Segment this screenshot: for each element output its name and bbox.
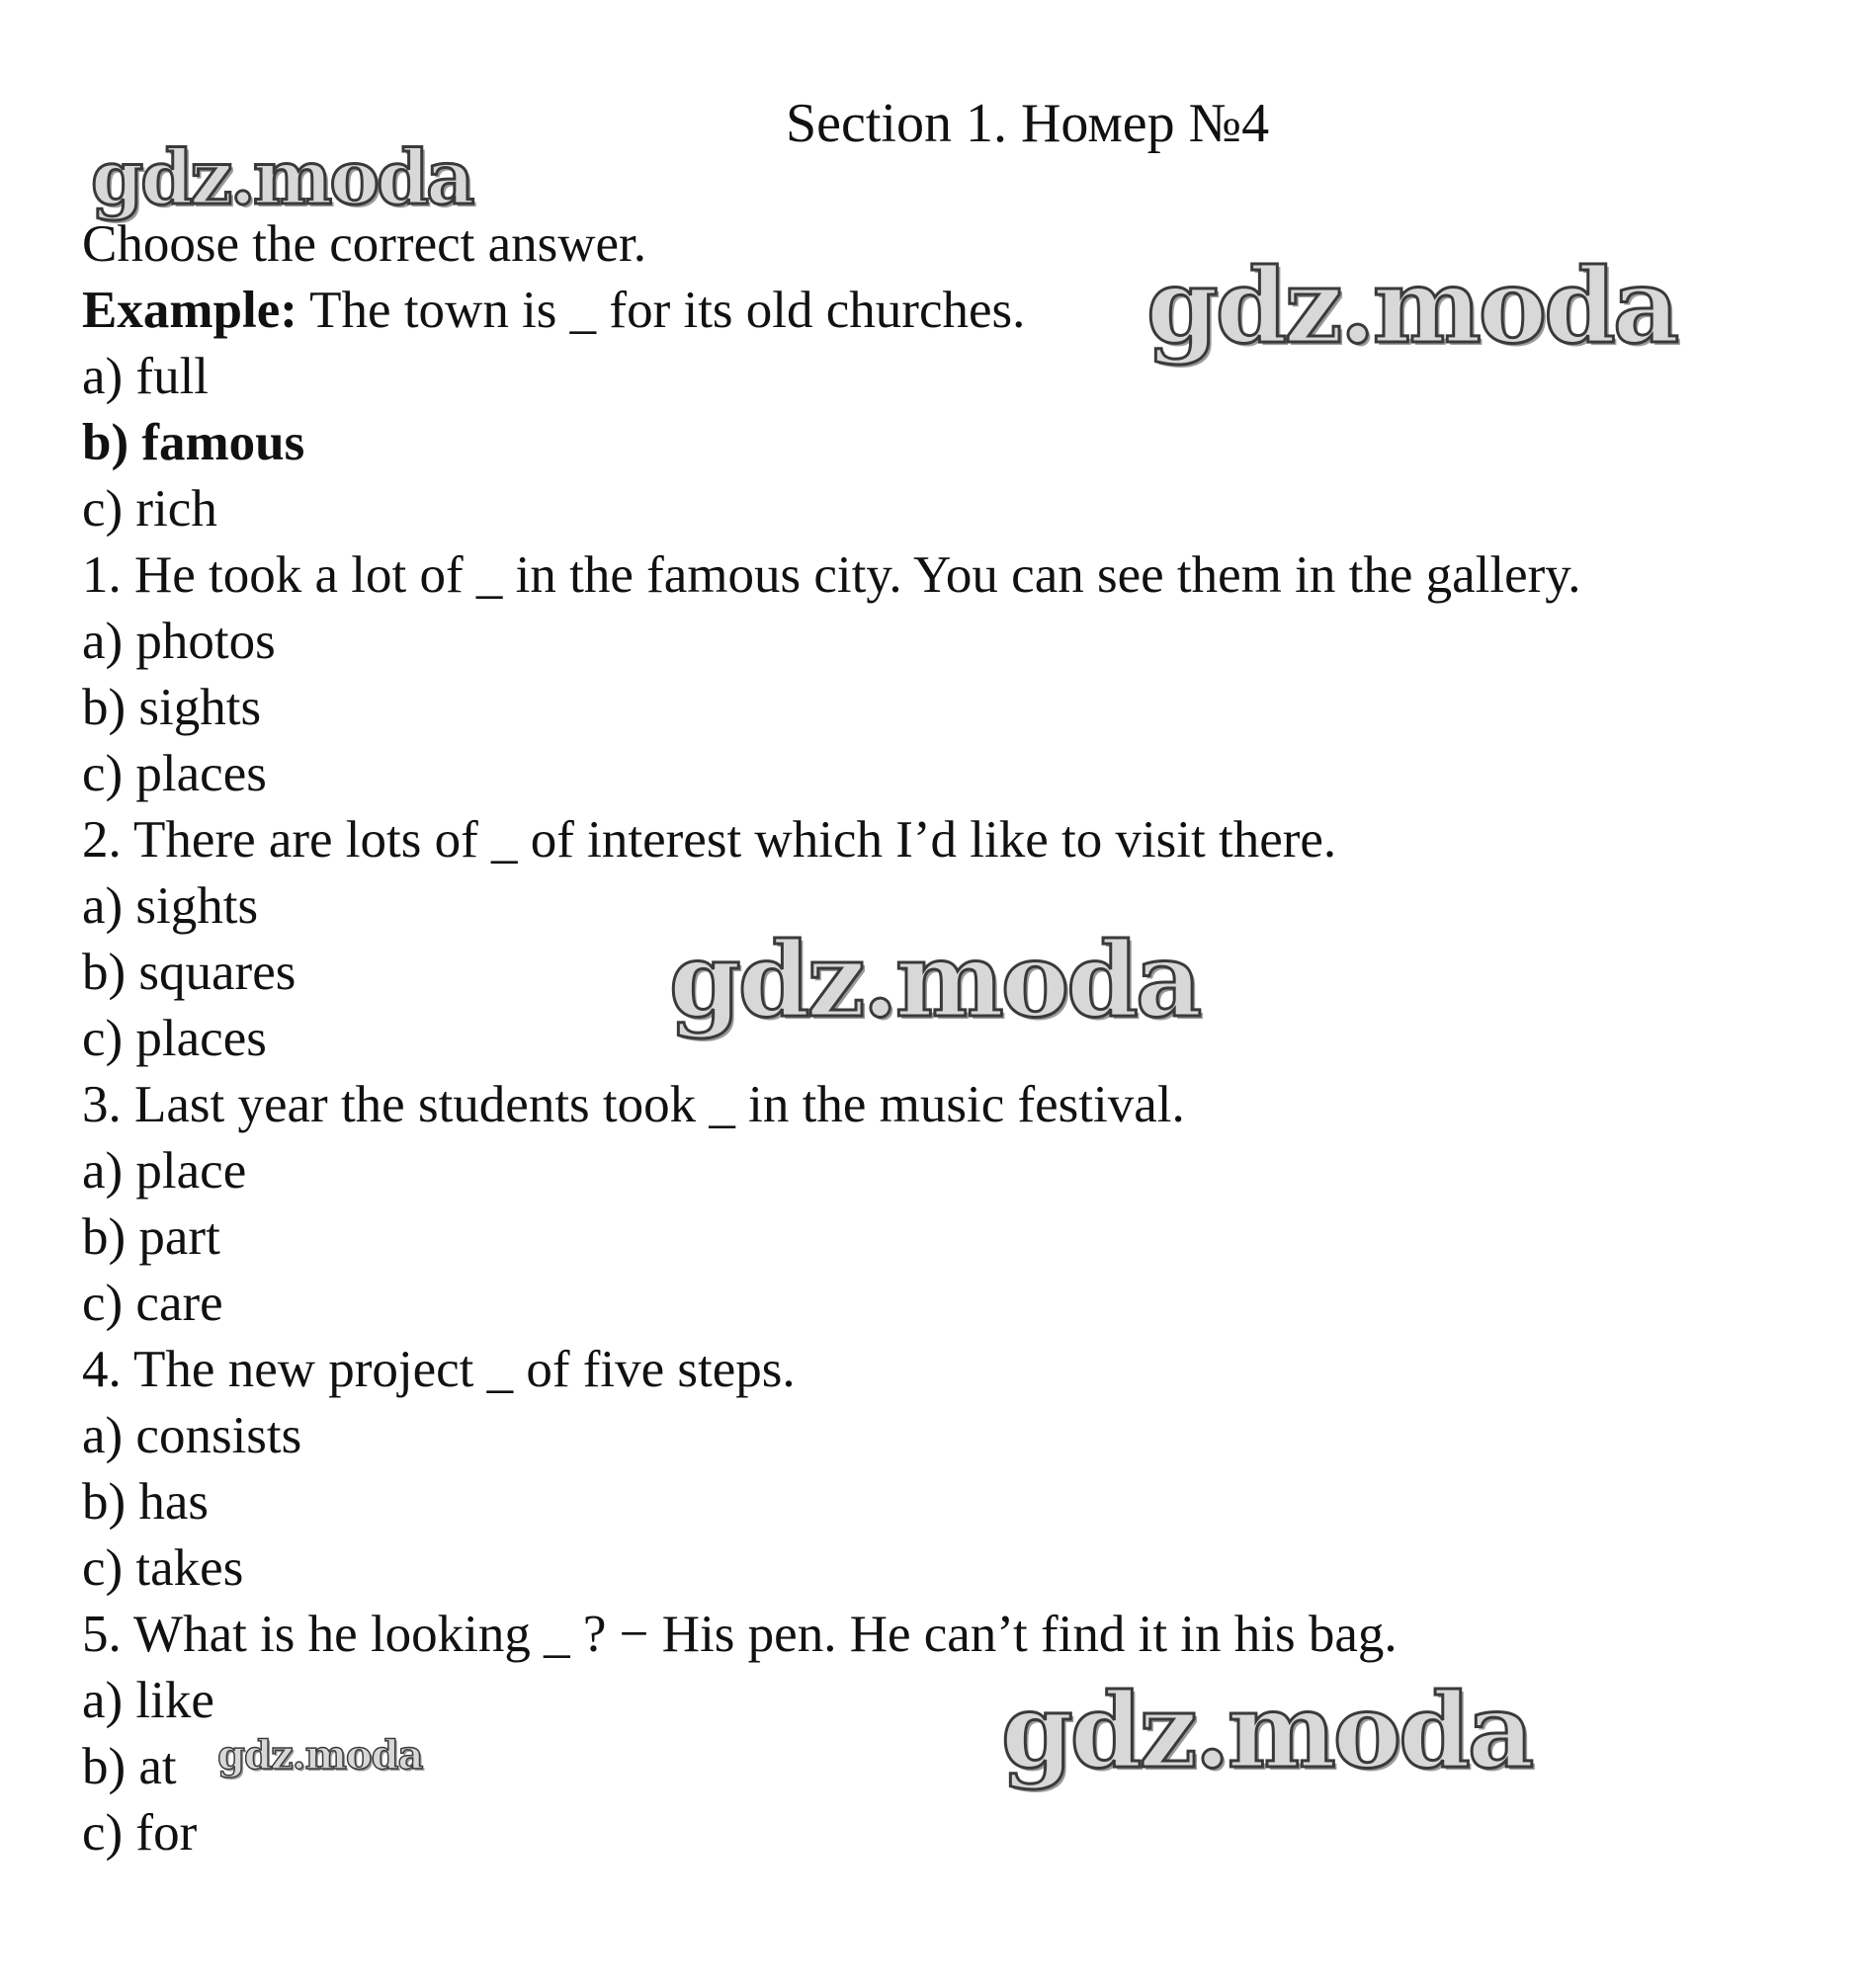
watermark: gdz.moda (217, 1732, 423, 1779)
question-4-option-a: a) consists (82, 1407, 302, 1464)
example-label: Example: (82, 282, 297, 339)
example-option-b-correct: b) famous (82, 414, 305, 471)
question-3-option-a: a) place (82, 1142, 247, 1200)
question-5-option-b: b) at (82, 1738, 177, 1795)
instruction: Choose the correct answer. (82, 215, 647, 273)
question-1: 1. He took a lot of _ in the famous city. You can see them in the gallery. (82, 546, 1581, 604)
page-title: Section 1. Номер №4 (786, 93, 1270, 154)
question-3-option-b: b) part (82, 1208, 220, 1266)
example-text: The town is _ for its old churches. (297, 282, 1026, 339)
question-5-option-c: c) for (82, 1804, 198, 1862)
example-option-a: a) full (82, 348, 210, 405)
question-1-option-c: c) places (82, 745, 267, 802)
question-4-option-c: c) takes (82, 1539, 244, 1597)
question-3-option-c: c) care (82, 1275, 223, 1332)
question-4: 4. The new project _ of five steps. (82, 1341, 796, 1398)
question-3: 3. Last year the students took _ in the music festival. (82, 1076, 1185, 1133)
example-option-c: c) rich (82, 480, 217, 538)
question-2-option-c: c) places (82, 1010, 267, 1067)
question-4-option-b: b) has (82, 1473, 210, 1531)
question-5: 5. What is he looking _ ? − His pen. He can’t find it in his bag. (82, 1606, 1398, 1663)
question-2-option-b: b) squares (82, 944, 297, 1001)
question-1-option-b: b) sights (82, 679, 262, 736)
watermark: gdz.moda (1001, 1670, 1532, 1791)
question-2: 2. There are lots of _ of interest which I’d like to visit there. (82, 811, 1337, 869)
question-5-option-a: a) like (82, 1672, 214, 1729)
watermark: gdz.moda (1146, 245, 1677, 367)
question-2-option-a: a) sights (82, 877, 259, 935)
question-1-option-a: a) photos (82, 613, 276, 670)
watermark: gdz.moda (669, 919, 1200, 1040)
watermark: gdz.moda (91, 133, 472, 221)
